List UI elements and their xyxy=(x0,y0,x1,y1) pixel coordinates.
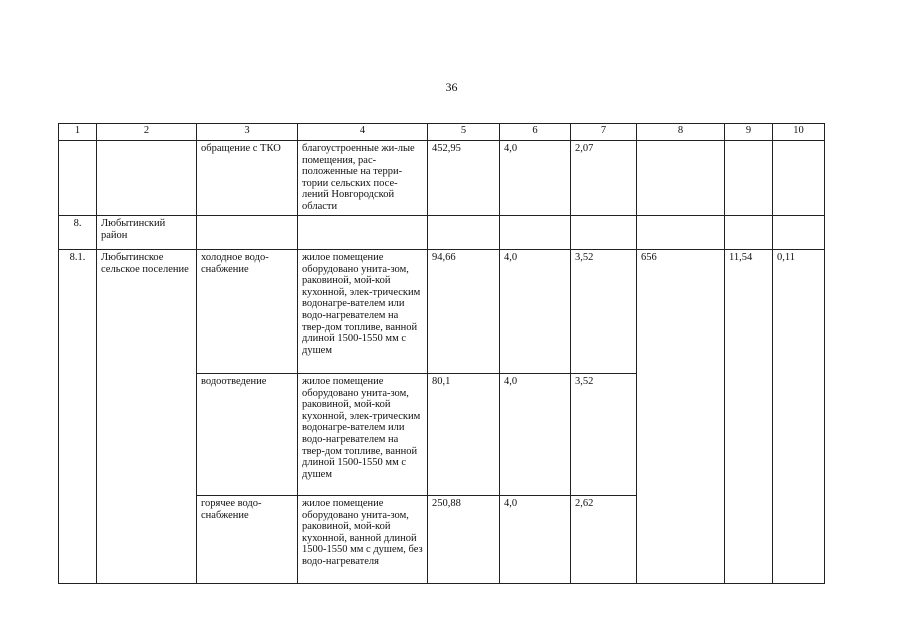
value-col6: 4,0 xyxy=(500,141,571,216)
service-name: водоотведение xyxy=(197,374,298,496)
column-header: 1 xyxy=(59,124,97,141)
value-col7: 2,62 xyxy=(571,496,637,584)
service-name: горячее водо-снабжение xyxy=(197,496,298,584)
column-number-row xyxy=(59,124,825,141)
table-row xyxy=(59,141,825,216)
column-header: 10 xyxy=(773,124,825,141)
page-number: 36 xyxy=(445,80,458,94)
service-name: обращение с ТКО xyxy=(197,141,298,216)
value-col6: 4,0 xyxy=(500,250,571,374)
value-col7: 3,52 xyxy=(571,250,637,374)
column-header: 9 xyxy=(725,124,773,141)
district-name: Любытинский район xyxy=(97,216,197,250)
value-col6: 4,0 xyxy=(500,496,571,584)
service-description: благоустроенные жи-лые помещения, рас-положенные на терри-тории сельских посе-лений Новгородской области xyxy=(298,141,428,216)
column-header: 2 xyxy=(97,124,197,141)
row-number: 8. xyxy=(59,216,97,250)
column-header: 5 xyxy=(428,124,500,141)
column-header: 6 xyxy=(500,124,571,141)
table-row xyxy=(59,250,825,374)
service-name: холодное водо-снабжение xyxy=(197,250,298,374)
table-row xyxy=(59,216,825,250)
row-number: 8.1. xyxy=(59,250,97,584)
column-header: 4 xyxy=(298,124,428,141)
settlement-name: Любытинское сельское поселение xyxy=(97,250,197,584)
value-col5: 94,66 xyxy=(428,250,500,374)
value-col5: 250,88 xyxy=(428,496,500,584)
service-description: жилое помещение оборудовано унита-зом, раковиной, мой-кой кухонной, элек-трическим водонагре-вателем или водо-нагревателем на твер-дом топливе, ванной длиной 1500-1550 мм с душем xyxy=(298,374,428,496)
value-col9: 11,54 xyxy=(725,250,773,584)
value-col5: 80,1 xyxy=(428,374,500,496)
column-header: 7 xyxy=(571,124,637,141)
tariff-table xyxy=(58,123,825,584)
service-description: жилое помещение оборудовано унита-зом, раковиной, мой-кой кухонной, ванной длиной 1500-1550 мм с душем, без водо-нагревателя xyxy=(298,496,428,584)
service-description: жилое помещение оборудовано унита-зом, раковиной, мой-кой кухонной, элек-трическим водонагре-вателем или водо-нагревателем на твер-дом топливе, ванной длиной 1500-1550 мм с душем xyxy=(298,250,428,374)
column-header: 3 xyxy=(197,124,298,141)
value-col7: 3,52 xyxy=(571,374,637,496)
value-col5: 452,95 xyxy=(428,141,500,216)
value-col10: 0,11 xyxy=(773,250,825,584)
column-header: 8 xyxy=(637,124,725,141)
value-col7: 2,07 xyxy=(571,141,637,216)
value-col8: 656 xyxy=(637,250,725,584)
value-col6: 4,0 xyxy=(500,374,571,496)
